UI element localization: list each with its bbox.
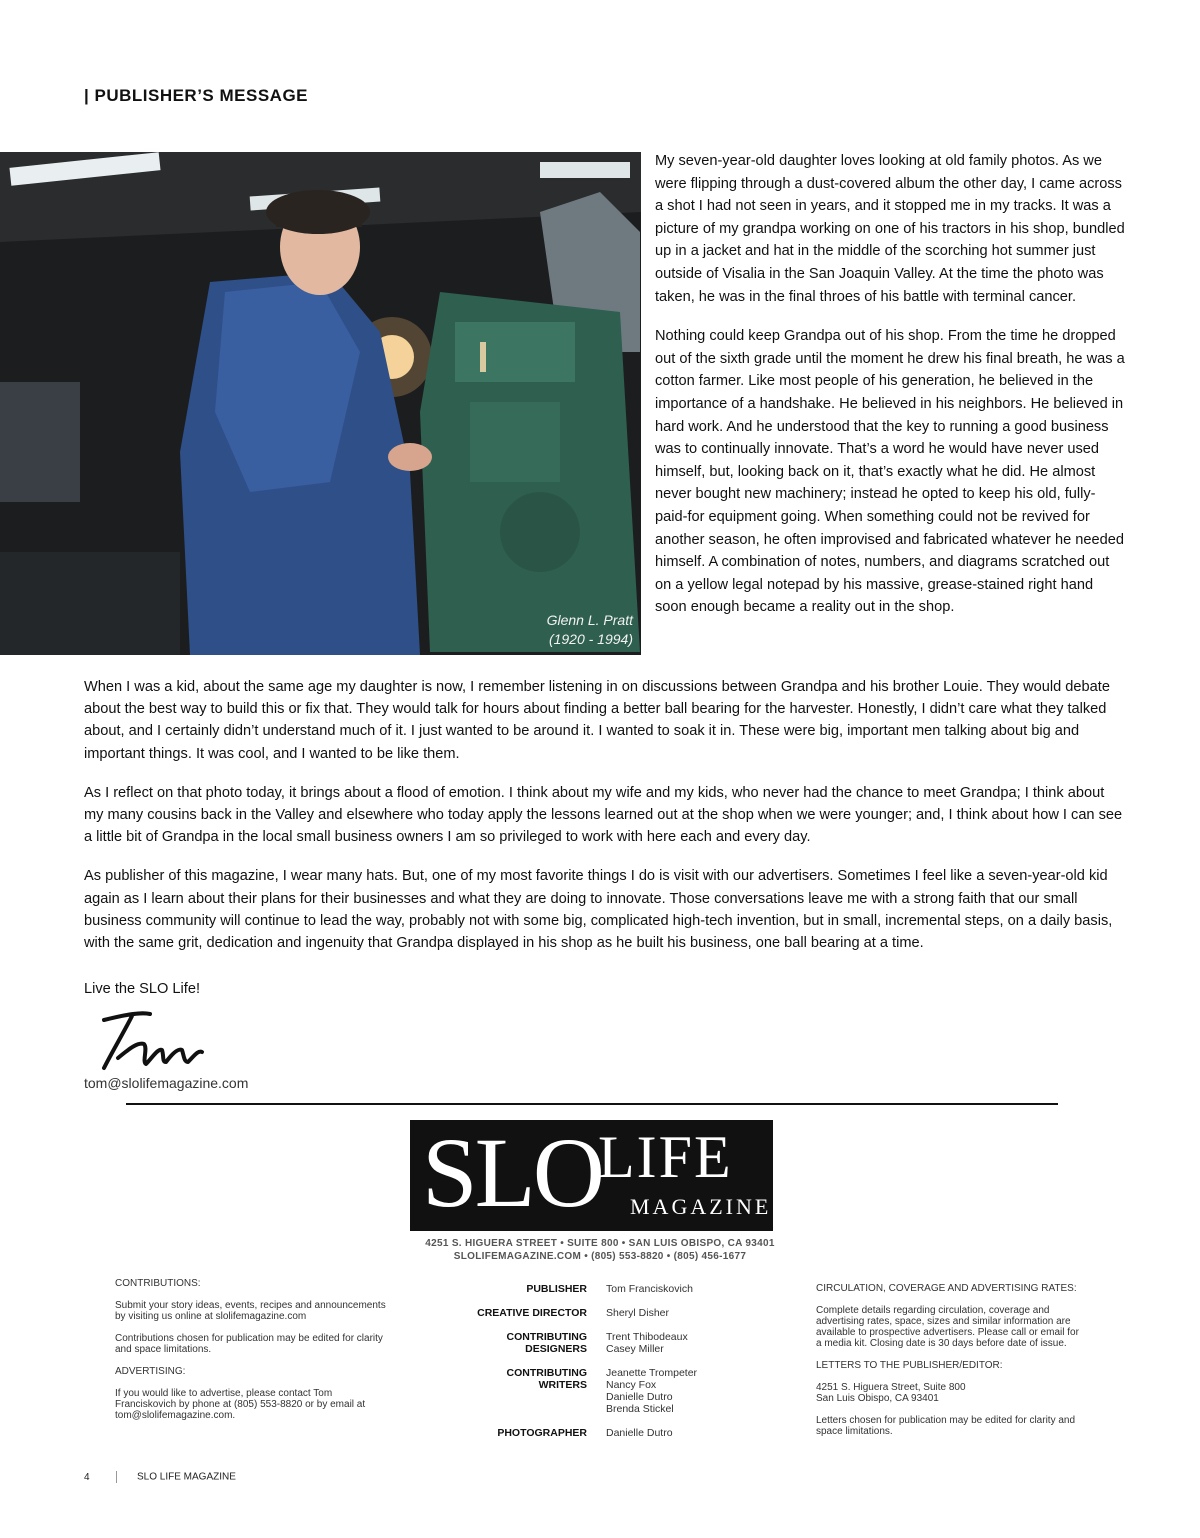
handwritten-signature (98, 1008, 208, 1079)
advertising-heading: ADVERTISING: (115, 1366, 186, 1377)
signoff: Live the SLO Life! (84, 981, 201, 997)
masthead-name: Sheryl Disher (606, 1307, 670, 1319)
section-heading: | PUBLISHER’S MESSAGE (84, 86, 309, 105)
masthead-name: Jeanette Trompeter (606, 1367, 698, 1379)
masthead-name: Trent Thibodeaux (606, 1331, 688, 1343)
masthead-name: Nancy Fox (606, 1379, 657, 1391)
circulation-letters-info (816, 1283, 1086, 1448)
masthead-role: PUBLISHER (526, 1283, 587, 1295)
address-line-1: 4251 S. HIGUERA STREET • SUITE 800 • SAN LUIS OBISPO, CA 93401 (425, 1238, 775, 1249)
photo-caption (547, 611, 633, 649)
caption-name: Glenn L. Pratt (546, 612, 633, 628)
contributions-text: Submit your story ideas, events, recipes and announcements by visiting us online at slolifemagazine.com (115, 1300, 386, 1322)
masthead-name: Danielle Dutro (606, 1427, 673, 1439)
paragraph: As publisher of this magazine, I wear many hats. But, one of my most favorite things I do is visit with our advertisers. Sometimes I feel like a seven-year-old kid again as I learn about their plans for their businesses and what they are doing to innovate. Those conversations leave me with a strong faith that our small business community will continue to lead the way, probably not with some big, complicated high-tech invention, but in small, incremental steps, on a daily basis, with the same grit, dedication and ingenuity that Grandpa displayed in his shop as he built his business, one ball bearing at a time. (84, 868, 1113, 952)
full-width-text (84, 676, 1124, 971)
shop-scene-illustration (0, 152, 641, 655)
paragraph: As I reflect on that photo today, it brings about a flood of emotion. I think about my wife and my kids, who never had the chance to meet Grandpa; I think about my many cousins back in the Valley and elsewhere who today apply the lessons learned out at the shop when we were younger; and, I think about how I can see a little bit of Grandpa in the local small business owners I am so privileged to work with here each and every day. (84, 784, 1123, 846)
masthead-row (460, 1427, 760, 1439)
masthead-row (460, 1331, 760, 1355)
masthead-role: CONTRIBUTING WRITERS (506, 1367, 587, 1391)
masthead-role: CREATIVE DIRECTOR (477, 1307, 587, 1319)
masthead-role: CONTRIBUTING DESIGNERS (506, 1331, 587, 1355)
masthead-row (460, 1307, 760, 1319)
caption-years: (1920 - 1994) (548, 631, 633, 647)
page-number: 4 (84, 1471, 90, 1483)
slo-life-logo (410, 1117, 773, 1231)
masthead-name: Brenda Stickel (606, 1403, 674, 1415)
letters-address-line: San Luis Obispo, CA 93401 (816, 1393, 939, 1404)
logo-life: LIFE (598, 1124, 733, 1190)
masthead-name: Casey Miller (606, 1343, 664, 1355)
masthead-row (460, 1367, 760, 1415)
page-footer (84, 1471, 236, 1483)
divider-rule (126, 1103, 1058, 1105)
address-line-2: SLOLIFEMAGAZINE.COM • (805) 553-8820 • (805) 456-1677 (453, 1251, 747, 1262)
paragraph: Nothing could keep Grandpa out of his shop. From the time he dropped out of the sixth grade until the moment he drew his final breath, he was a cotton farmer. Like most people of his generation, he believed in the importance of a handshake. He believed in his neighbors. He believed in hard work. And he understood that the key to running a good business was to continually innovate. That’s a word he would have never used himself, but, looking back on it, that’s exactly what he did. He almost never bought new machinery; instead he opted to keep his old, fully-paid-for equipment going. When something could not be revived for another season, he often improvised and fabricated whatever he needed himself. A combination of notes, numbers, and diagrams scratched out on a yellow legal notepad by his massive, grease-stained right hand soon enough became a reality out in the shop. (655, 328, 1125, 616)
circulation-text: Complete details regarding circulation, coverage and advertising rates, space, sizes and similar information are available to prospective advertisers. Please call or email for a media kit. Closing date is 30 days before date of issue. (816, 1305, 1079, 1349)
circulation-heading: CIRCULATION, COVERAGE AND ADVERTISING RATES: (816, 1283, 1077, 1294)
letters-address-line: 4251 S. Higuera Street, Suite 800 (816, 1382, 966, 1393)
contributions-note: Contributions chosen for publication may be edited for clarity and space limitations. (115, 1333, 383, 1355)
logo-slo: SLO (422, 1117, 602, 1228)
paragraph: When I was a kid, about the same age my daughter is now, I remember listening in on discussions between Grandpa and his brother Louie. They would debate about the best way to build this or fix that. They would talk for hours about finding a better ball bearing for the harvester. Honestly, I didn’t care what they talked about, and I certainly didn’t understand much of it. I just wanted to be around it. I wanted to soak it in. These were big, important men talking about big and important things. It was cool, and I wanted to be like them. (84, 679, 1110, 762)
publisher-email[interactable]: tom@slolifemagazine.com (84, 1075, 249, 1091)
masthead (460, 1283, 760, 1451)
letters-address (816, 1382, 1086, 1404)
right-column-text (655, 150, 1125, 636)
masthead-name: Danielle Dutro (606, 1391, 673, 1403)
publication-name: SLO LIFE MAGAZINE (137, 1471, 236, 1483)
contributions-heading: CONTRIBUTIONS: (115, 1278, 201, 1289)
advertising-text: If you would like to advertise, please contact Tom Franciskovich by phone at (805) 553-8820 or by email at tom@slolifemagazine.com. (115, 1388, 366, 1421)
masthead-name: Tom Franciskovich (606, 1283, 693, 1295)
masthead-role: PHOTOGRAPHER (497, 1427, 587, 1439)
paragraph: My seven-year-old daughter loves looking at old family photos. As we were flipping through a dust-covered album the other day, I came across a shot I had not seen in years, and it stopped me in my tracks. It was a picture of my grandpa working on one of his tractors in his shop, bundled up in a jacket and hat in the middle of the scorching hot summer just outside of Visalia in the San Joaquin Valley. At the time the photo was taken, he was in the final throes of his battle with terminal cancer. (655, 153, 1125, 305)
letters-heading: LETTERS TO THE PUBLISHER/EDITOR: (816, 1360, 1003, 1371)
logo-magazine: MAGAZINE (630, 1194, 772, 1219)
masthead-row (460, 1283, 760, 1295)
grandpa-photo (0, 152, 641, 655)
contributions-advertising-info (115, 1278, 390, 1432)
footer-separator (116, 1471, 117, 1483)
letters-note: Letters chosen for publication may be edited for clarity and space limitations. (816, 1415, 1076, 1437)
